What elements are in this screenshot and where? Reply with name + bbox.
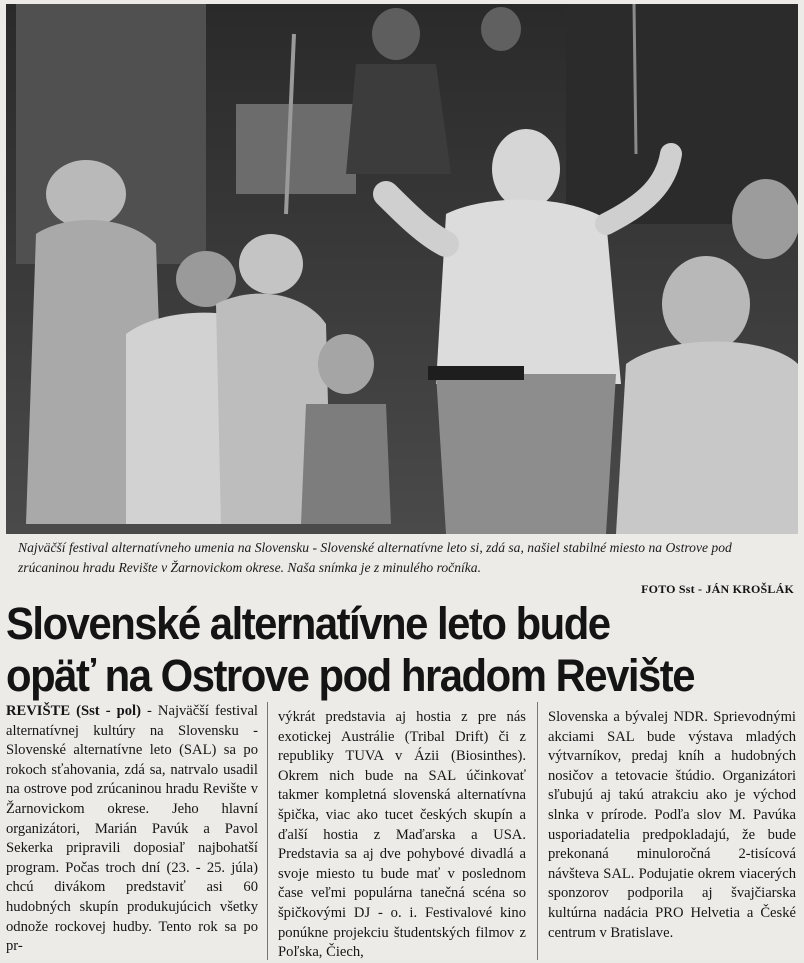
photo-illustration (6, 4, 798, 534)
concert-crowd-photo (6, 4, 798, 534)
article-column-3-text: Slovenska a bývalej NDR. Sprievodnými akciami SAL bude výstava mladých výtvarníkov, predaj kníh a hudobných nosičov a tetovacie štúdio. Organizátori sľubujú aj takú atrakciu ako je východ slnka v prírode. Podľa slov M. Pavúka usporiadatelia predpokladajú, že bude prekonaná minuloročná 2-tisícová návšteva SAL. Podujatie okrem viacerých sponzorov podporila aj švajčiarska kultúrna nadácia PRO Helvetia a České centrum v Bratislave. (548, 709, 796, 941)
article-headline (6, 598, 746, 702)
column-divider-2 (537, 702, 538, 960)
article-dateline: REVIŠTE (Sst - pol) (6, 703, 141, 719)
column-divider-1 (267, 702, 268, 960)
photo-caption: Najväčší festival alternatívneho umenia na Slovensku - Slovenské alternatívne leto si, zdá sa, našiel stabilné miesto na Ostrove pod zrúcaninou hradu Revište v Žarnovickom okrese. Naša snímka je z minulého ročníka. (18, 540, 732, 575)
headline-line-2: opäť na Ostrove pod hradom Revište (6, 650, 695, 701)
headline-line-1: Slovenské alternatívne leto bude (6, 598, 610, 649)
photo-credit: FOTO Sst - JÁN KROŠLÁK (641, 582, 794, 596)
article-column-2-text: výkrát predstavia aj hostia z pre nás exotickej Austrálie (Tribal Drift) či z republiky TUVA v Ázii (Biosinthes). Okrem nich bude na SAL účinkovať takmer kompletná slovenská alternatívna špička, viac ako tucet českých skupín a ďalší hostia z Maďarska a USA. Predstavia sa aj dve pohybové divadlá a svoje miesto tu bude mať v poslednom čase veľmi populárna tanečná scéna so špičkovými DJ - o. i. Festivalové kino ponúkne projekciu študentských filmov z Poľska, Čiech, (278, 709, 526, 961)
article-column-1 (6, 702, 258, 957)
article-column-2 (278, 708, 526, 963)
article-column-1-text: - Najväčší festival alternatívnej kultúry na Slovensku - Slovenské alternatívne leto (SAL) sa po rokoch sťahovania, zdá sa, natrvalo usadil na ostrove pod zrúcaninou hradu Revište v Žarnovickom okrese. Jeho hlavní organizátori, Marián Pavúk a Pavol Sekerka pripravili doposiaľ najbohatší program. Počas troch dní (23. - 25. júla) chcú divákom predstaviť asi 60 hudobných skupín produkujúcich všetky odnože rockovej hudby. Tento rok sa po pr- (6, 703, 258, 955)
article-column-3 (548, 708, 796, 943)
